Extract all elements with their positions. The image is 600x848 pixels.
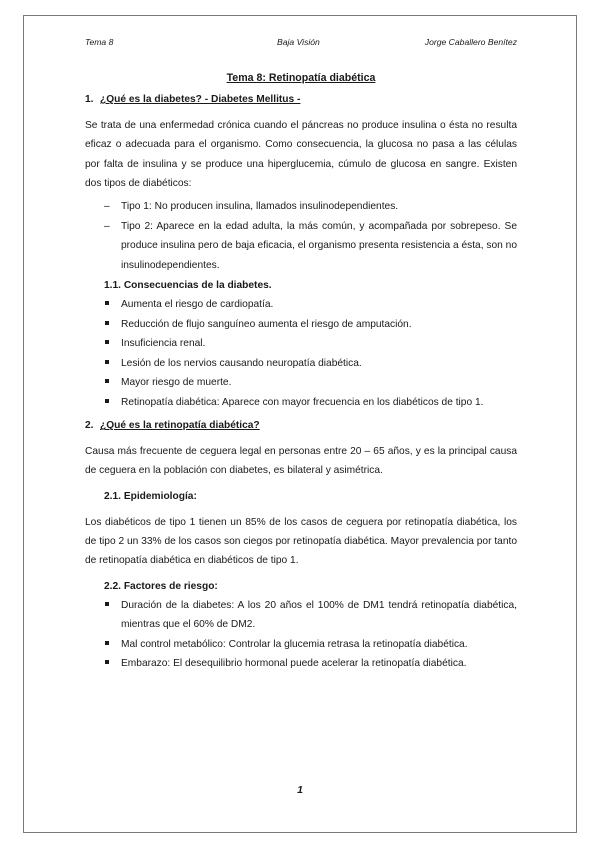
page-number: 1 <box>297 784 303 796</box>
section-1-paragraph: Se trata de una enfermedad crónica cuando el páncreas no produce insulina o ésta no resulta eficaz o adecuada para el organismo. Como consecuencia, la glucosa no pasa a las células por falta de insulina y se produce una hiperglucemia, cúmulo de glucosa en sangre. Existen dos tipos de diabéticos: <box>85 120 517 189</box>
document-title: Tema 8: Retinopatía diabética <box>226 72 376 84</box>
section-2-number: 2. <box>85 420 94 432</box>
risk-factors-list <box>85 596 517 674</box>
list-item: Embarazo: El desequilibrio hormonal puede acelerar la retinopatía diabética. <box>85 654 517 674</box>
list-item: Mayor riesgo de muerte. <box>85 373 517 393</box>
list-item: Aumenta el riesgo de cardiopatía. <box>85 295 517 315</box>
section-1-title: ¿Qué es la diabetes? - Diabetes Mellitus - <box>100 94 301 105</box>
consequences-list <box>85 295 517 412</box>
section-2-heading <box>85 419 517 433</box>
header-subject: Baja Visión <box>277 37 320 47</box>
list-item: Reducción de flujo sanguíneo aumenta el riesgo de amputación. <box>85 315 517 335</box>
header-author: Jorge Caballero Benítez <box>424 37 517 47</box>
section-1-heading <box>85 93 517 107</box>
header-topic: Tema 8 <box>85 37 114 47</box>
section-2-paragraph: Causa más frecuente de ceguera legal en personas entre 20 – 65 años, y es la principal causa de ceguera en la población con diabetes, es bilateral y asimétrica. <box>85 446 517 477</box>
subsection-2-1-paragraph: Los diabéticos de tipo 1 tienen un 85% de los casos de ceguera por retinopatía diabética, los de tipo 2 un 33% de los casos son ciegos por retinopatía diabética. Mayor prevalencia por tanto de retinopatía diabética en diabéticos de tipo 1. <box>85 516 517 567</box>
document-body <box>85 72 517 674</box>
section-1-number: 1. <box>85 94 94 105</box>
subsection-2-1-heading: 2.1. Epidemiología: <box>104 490 197 502</box>
subsection-1-1-heading: 1.1. Consecuencias de la diabetes. <box>104 280 272 292</box>
list-item: – Tipo 1: No producen insulina, llamados insulinodependientes. <box>85 197 517 217</box>
list-item: Duración de la diabetes: A los 20 años el 100% de DM1 tendrá retinopatía diabética, mientras que el 60% de DM2. <box>85 596 517 635</box>
list-item: Mal control metabólico: Controlar la glucemia retrasa la retinopatía diabética. <box>85 635 517 655</box>
section-2-title: ¿Qué es la retinopatía diabética? <box>100 420 260 432</box>
list-item: Lesión de los nervios causando neuropatía diabética. <box>85 354 517 374</box>
subsection-2-2-heading: 2.2. Factores de riesgo: <box>104 580 218 592</box>
diabetes-types-list <box>85 197 517 275</box>
list-item: Retinopatía diabética: Aparece con mayor frecuencia en los diabéticos de tipo 1. <box>85 393 517 413</box>
list-item: – Tipo 2: Aparece en la edad adulta, la más común, y acompañada por sobrepeso. Se produce insulina pero de baja eficacia, el organismo presenta resistencia a ésta, son no insulinodependientes. <box>85 217 517 276</box>
page-header <box>85 37 517 51</box>
list-item: Insuficiencia renal. <box>85 334 517 354</box>
